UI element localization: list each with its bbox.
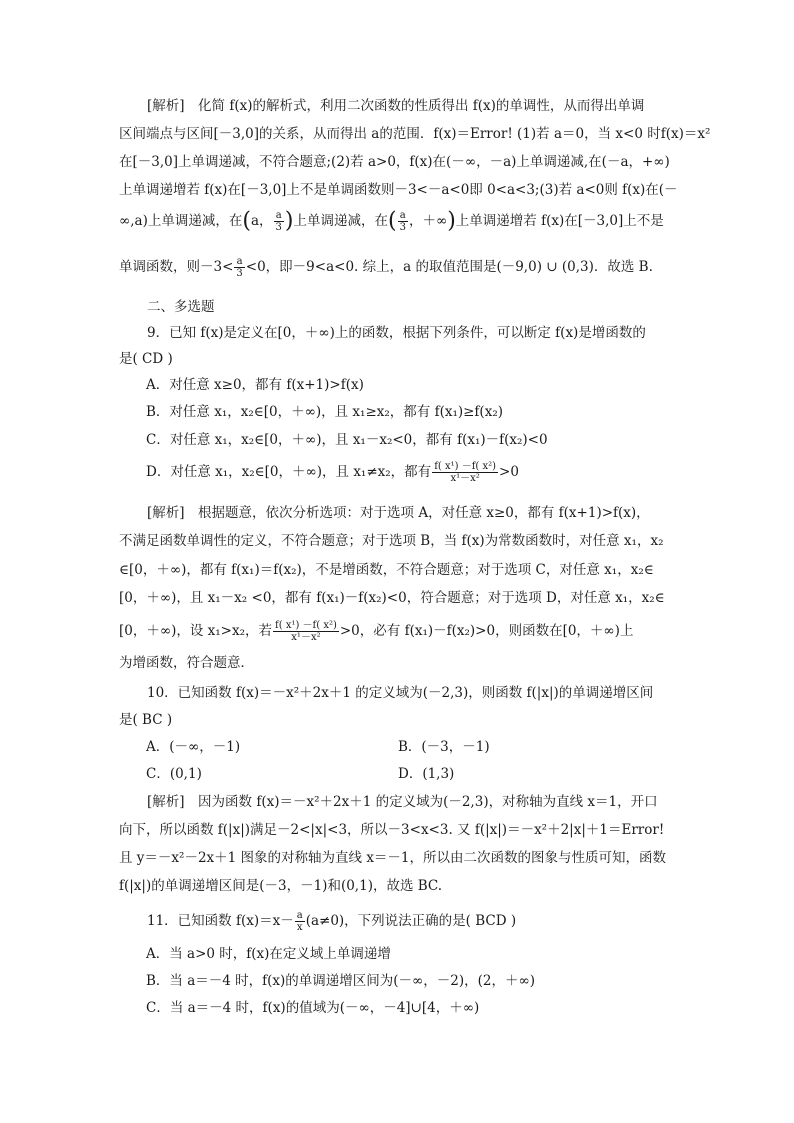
question-11-stem-suffix: (a≠0)，下列说法正确的是( BCD ) [305, 913, 517, 929]
fraction-a-over-3 [274, 210, 284, 233]
fraction-denominator: 3 [399, 222, 406, 233]
analysis-8-line-5-part-b: a， [250, 213, 273, 229]
analysis-8-line-6 [119, 256, 679, 279]
analysis-8-line-5 [119, 210, 679, 233]
fraction-numerator: a [398, 210, 408, 222]
analysis-10-line-2: 向下，所以函数 f(|x|)满足－2<|x|<3，所以－3<x<3. 又 f(|x|)＝－x²＋2|x|＋1＝Error! [119, 822, 665, 838]
analysis-9-fraction [273, 620, 339, 643]
fraction-a-over-3-b [398, 210, 408, 233]
fraction-numerator: f( x¹) －f( x²) [434, 461, 497, 472]
analysis-9-line-6: 为增函数，符合题意． [119, 655, 254, 671]
question-10-option-d: D．(1,3) [398, 766, 455, 782]
question-10-option-b: B．(－3，－1) [398, 739, 490, 755]
question-9-option-a: A．对任意 x≥0，都有 f(x+1)>f(x) [146, 377, 364, 393]
analysis-8-line-5-part-a: ∞,a)上单调递减，在 [119, 213, 243, 229]
question-10-answer: 是( BC ) [119, 712, 173, 728]
paren-close: ) [284, 208, 294, 234]
analysis-8-line-6-part-a: 单调函数，则－3< [119, 259, 234, 275]
analysis-9-line-2: 不满足函数单调性的定义，不符合题意；对于选项 B，当 f(x)为常数函数时，对任意 x₁，x₂ [119, 533, 664, 549]
analysis-8-line-5-part-d: ，＋∞ [408, 213, 448, 229]
fraction-denominator: x¹－x² [450, 473, 480, 484]
analysis-9-line-5-suffix: >0，必有 f(x₁)－f(x₂)>0，则函数在[0，＋∞)上 [339, 623, 634, 639]
analysis-8-line-2: 区间端点与区间[－3,0]的关系，从而得出 a的范围．f(x)＝Error! (1)若 a＝0，当 x<0 时f(x)＝x² [119, 126, 711, 142]
fraction-numerator: a [234, 256, 244, 268]
question-11-option-a: A．当 a>0 时，f(x)在定义域上单调递增 [146, 946, 391, 962]
option-d-fraction [432, 461, 498, 484]
analysis-8-line-6-part-b: <0，即－9<a<0. 综上，a 的取值范围是(－9,0) ∪ (0,3)．故选 B. [245, 259, 653, 275]
fraction-denominator: x [296, 922, 303, 933]
analysis-10-line-4: f(|x|)的单调递增区间是(－3，－1)和(0,1)，故选 BC. [119, 878, 443, 894]
question-11-fraction [295, 910, 305, 933]
fraction-denominator: 3 [236, 268, 243, 279]
option-d-suffix: >0 [499, 464, 519, 480]
section-heading: 二、多选题 [147, 299, 215, 315]
analysis-9-line-5-prefix: [0，＋∞)，设 x₁>x₂，若 [119, 623, 273, 639]
fraction-numerator: a [274, 210, 284, 222]
question-9-option-c: C．对任意 x₁，x₂∈[0，＋∞)，且 x₁－x₂<0，都有 f(x₁)－f(x₂)<0 [146, 432, 548, 448]
fraction-denominator: 3 [275, 222, 282, 233]
question-10-option-a: A．(－∞，－1) [146, 739, 241, 755]
analysis-10-line-1: [解析] 因为函数 f(x)＝－x²＋2x＋1 的定义域为(－2,3)，对称轴为直线 x＝1，开口 [147, 794, 658, 810]
analysis-8-line-5-part-e: 上单调递增若 f(x)在[－3,0]上不是 [455, 213, 664, 229]
question-10-stem: 10．已知函数 f(x)＝－x²＋2x＋1 的定义域为(－2,3)，则函数 f(|x|)的单调递增区间 [147, 685, 654, 701]
fraction-numerator: f( x¹) －f( x²) [275, 620, 337, 631]
paren-close-2: ) [447, 208, 456, 234]
analysis-9-line-3: ∈[0，＋∞)，都有 f(x₁)＝f(x₂)，不是增函数，不符合题意；对于选项 C，对任意 x₁，x₂∈ [119, 562, 654, 578]
question-9-option-b: B．对任意 x₁，x₂∈[0，＋∞)，且 x₁≥x₂，都有 f(x₁)≥f(x₂) [146, 404, 503, 420]
analysis-9-line-1: [解析] 根据题意，依次分析选项：对于选项 A，对任意 x≥0，都有 f(x+1)>f(x)， [147, 505, 650, 521]
analysis-9-line-4: [0，＋∞)，且 x₁－x₂ <0，都有 f(x₁)－f(x₂)<0，符合题意；对于选项 D，对任意 x₁，x₂∈ [119, 590, 665, 606]
analysis-8-line-4: 上单调递增若 f(x)在[－3,0]上不是单调函数则－3<－a<0即 0<a<3;(3)若 a<0则 f(x)在(－ [119, 182, 678, 198]
analysis-9-line-5 [119, 620, 679, 643]
analysis-8-line-1: [解析] 化简 f(x)的解析式，利用二次函数的性质得出 f(x)的单调性，从而得出单调 [147, 98, 645, 114]
question-11-option-b: B．当 a＝－4 时，f(x)的单调递增区间为(－∞，－2)，(2，＋∞) [146, 973, 536, 989]
paren-open: ( [242, 208, 251, 234]
question-9-answer: 是( CD ) [119, 351, 173, 367]
fraction-denominator: x¹－x² [291, 632, 321, 643]
analysis-8-line-5-part-c: 上单调递减，在 [293, 213, 388, 229]
paren-open-2: ( [387, 208, 397, 234]
question-11-stem-prefix: 11．已知函数 f(x)＝x－ [147, 913, 294, 929]
question-9-option-d [146, 461, 706, 484]
analysis-8-line-3: 在[－3,0]上单调递减，不符合题意;(2)若 a>0，f(x)在(－∞，－a)上单调递减,在(－a，+∞) [119, 154, 670, 170]
question-10-option-c: C．(0,1) [146, 766, 202, 782]
question-11-stem [147, 910, 707, 933]
option-d-text: D．对任意 x₁，x₂∈[0，＋∞)，且 x₁≠x₂，都有 [146, 464, 432, 480]
fraction-a-over-3-c [234, 256, 244, 279]
analysis-10-line-3: 且 y＝－x²－2x＋1 图象的对称轴为直线 x＝－1，所以由二次函数的图象与性质可知，函数 [119, 850, 667, 866]
question-11-option-c: C．当 a＝－4 时，f(x)的值域为(－∞，－4]∪[4，＋∞) [146, 1000, 480, 1016]
question-9-stem: 9．已知 f(x)是定义在[0，＋∞)上的函数，根据下列条件，可以断定 f(x)是增函数的 [147, 325, 646, 341]
fraction-numerator: a [296, 910, 303, 921]
